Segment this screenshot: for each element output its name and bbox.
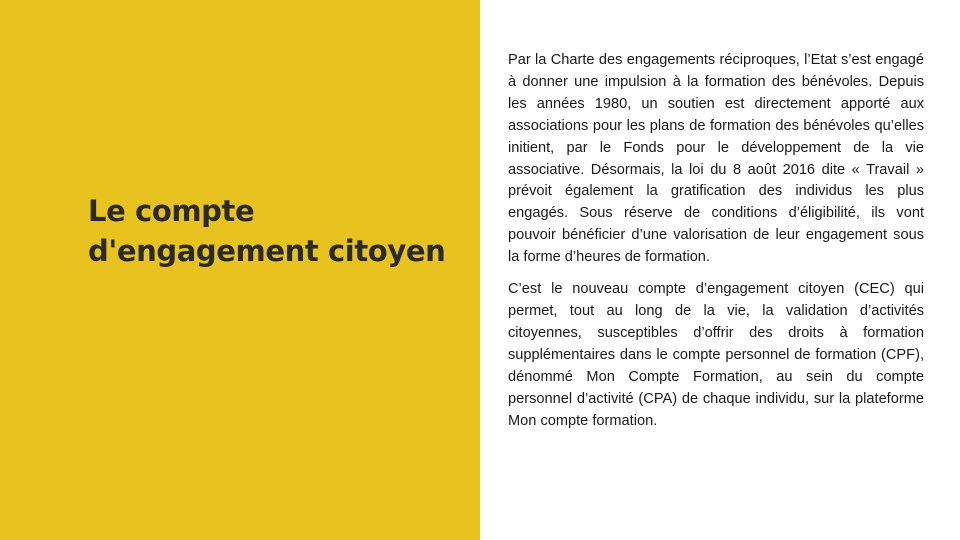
paragraph-1: Par la Charte des engagements réciproques, l’Etat s’est engagé à donner une impulsion à la formation des bénévoles. Depuis les années 1980, un soutien est directement apporté aux associations pour les plans de formation des bénévoles qu’elles initient, par le Fonds pour le développement de la vie associative. Désormais, la loi du 8 août 2016 dite « Travail » prévoit également la gratification des individus les plus engagés. Sous réserve de conditions d’éligibilité, ils vont pouvoir bénéficier d’une valorisation de leur engagement sous la forme d’heures de formation. — [508, 52, 924, 266]
body-text — [508, 50, 924, 442]
slide-title: Le compte d'engagement citoyen — [88, 194, 446, 268]
paragraph-2: C’est le nouveau compte d’engagement citoyen (CEC) qui permet, tout au long de la vie, la validation d’activités citoyennes, susceptibles d’offrir des droits à formation supplémentaires dans le compte personnel de formation (CPF), dénommé Mon Compte Formation, au sein du compte personnel d’activité (CPA) de chaque individu, sur la plateforme Mon compte formation. — [508, 281, 924, 429]
